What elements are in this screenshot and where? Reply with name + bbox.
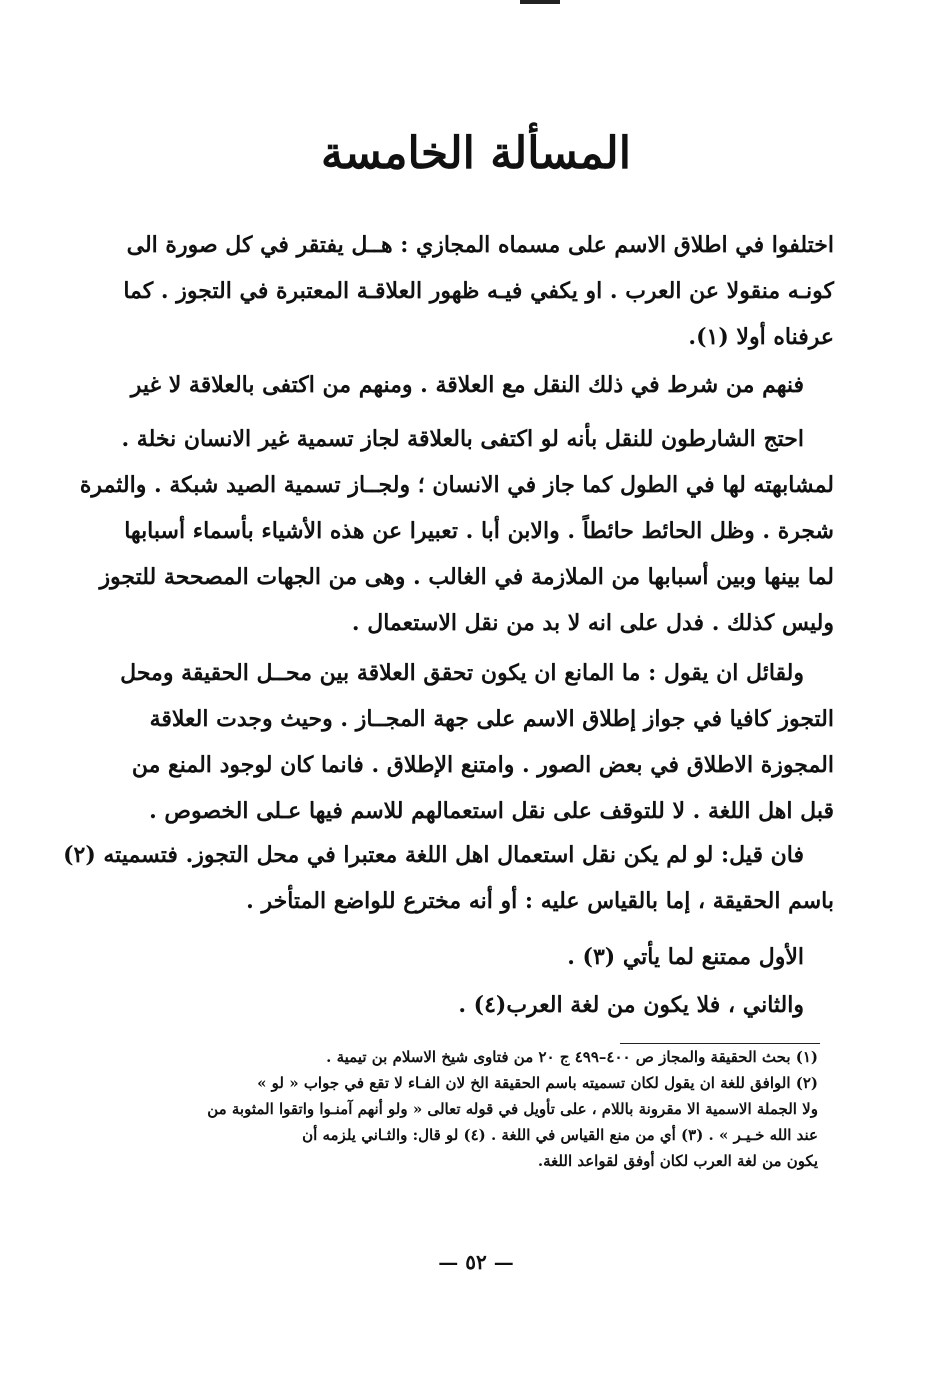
- page-number: — ٥٢ —: [438, 1250, 514, 1274]
- text-line: عرفناه أولا (١).: [688, 324, 834, 350]
- text-line: قبل اهل اللغة . لا للتوقف على نقل استعمالهم للاسم فيها عـلى الخصوص .: [149, 798, 834, 824]
- top-edge-mark: [520, 0, 560, 4]
- text-line: فان قيل: لو لم يكن نقل استعمال اهل اللغة معتبرا في محل التجوز. فتسميته (٢): [63, 842, 804, 868]
- footnotes: [118, 1044, 818, 1174]
- text-line: اختلفوا في اطلاق الاسم على مسماه المجازي : هــل يفتقر في كل صورة الى: [126, 232, 834, 258]
- text-line: شجرة . وظل الحائط حائطاً . والابن أبا . تعبيرا عن هذه الأشياء بأسماء أسبابها: [124, 518, 834, 544]
- paragraph-2: [118, 362, 834, 408]
- paragraph-3: [79, 416, 834, 646]
- text-line: الأول ممتنع لما يأتي (٣) .: [567, 944, 804, 970]
- text-line: لمشابهته لها في الطول كما جاز في الانسان ؛ ولجــاز تسمية الصيد شبكة . والثمرة: [79, 472, 834, 498]
- text-line: ولقائل ان يقول : ما المانع ان يكون تحقق العلاقة بين محــل الحقيقة ومحل: [120, 660, 804, 686]
- footnote-line: عند الله خـيـر » . (٣) أي من منع القياس في اللغة . (٤) لو قال: والثـاني يلزمه أن: [302, 1126, 818, 1144]
- paragraph-4: [118, 650, 834, 834]
- text-line: المجوزة الاطلاق في بعض الصور . وامتنع الإطلاق . فانما كان لوجود المنع من: [131, 752, 834, 778]
- footnote-line: ولا الجملة الاسمية الا مقرونة باللام ، على تأويل في قوله تعالى « ولو أنهم آمنـوا واتقوا المثوبة من: [207, 1100, 818, 1118]
- footnote-line: يكون من لغة العرب لكان أوفق لقواعد اللغة.: [537, 1152, 818, 1170]
- text-line: فنهم من شرط في ذلك النقل مع العلاقة . ومنهم من اكتفى بالعلاقة لا غير: [130, 372, 804, 398]
- paragraph-7: [118, 982, 834, 1028]
- paragraph-1: [118, 222, 834, 360]
- paragraph-5: [63, 832, 834, 924]
- text-line: وليس كذلك . فدل على انه لا بد من نقل الاستعمال .: [351, 610, 834, 636]
- paragraph-6: [118, 934, 834, 980]
- text-line: كونـه منقولا عن العرب . او يكفي فيـه ظهور العلاقـة المعتبرة في التجوز . كما: [123, 278, 834, 304]
- footnote-line: (٢) الوافق للغة ان يقول لكان تسميته باسم الحقيقة الخ لان الفـاء لا تقع في جواب « لو »: [257, 1074, 818, 1092]
- text-line: لما بينها وبين أسبابها من الملازمة في الغالب . وهى من الجهات المصححة للتجوز: [99, 564, 834, 590]
- text-line: التجوز كافيا في جواز إطلاق الاسم على جهة المجــاز . وحيث وجدت العلاقة: [149, 706, 834, 732]
- section-title: المسألة الخامسة: [321, 128, 631, 179]
- footnote-line: (١) بحث الحقيقة والمجاز ص ٤٠٠–٤٩٩ ج ٢٠ من فتاوى شيخ الاسلام بن تيمية .: [326, 1048, 818, 1066]
- text-line: باسم الحقيقة ، إما بالقياس عليه : أو أنه مخترع للواضع المتأخر .: [246, 888, 834, 914]
- text-line: والثاني ، فلا يكون من لغة العرب(٤) .: [458, 992, 804, 1018]
- text-line: احتج الشارطون للنقل بأنه لو اكتفى بالعلاقة لجاز تسمية غير الانسان نخلة .: [121, 426, 804, 452]
